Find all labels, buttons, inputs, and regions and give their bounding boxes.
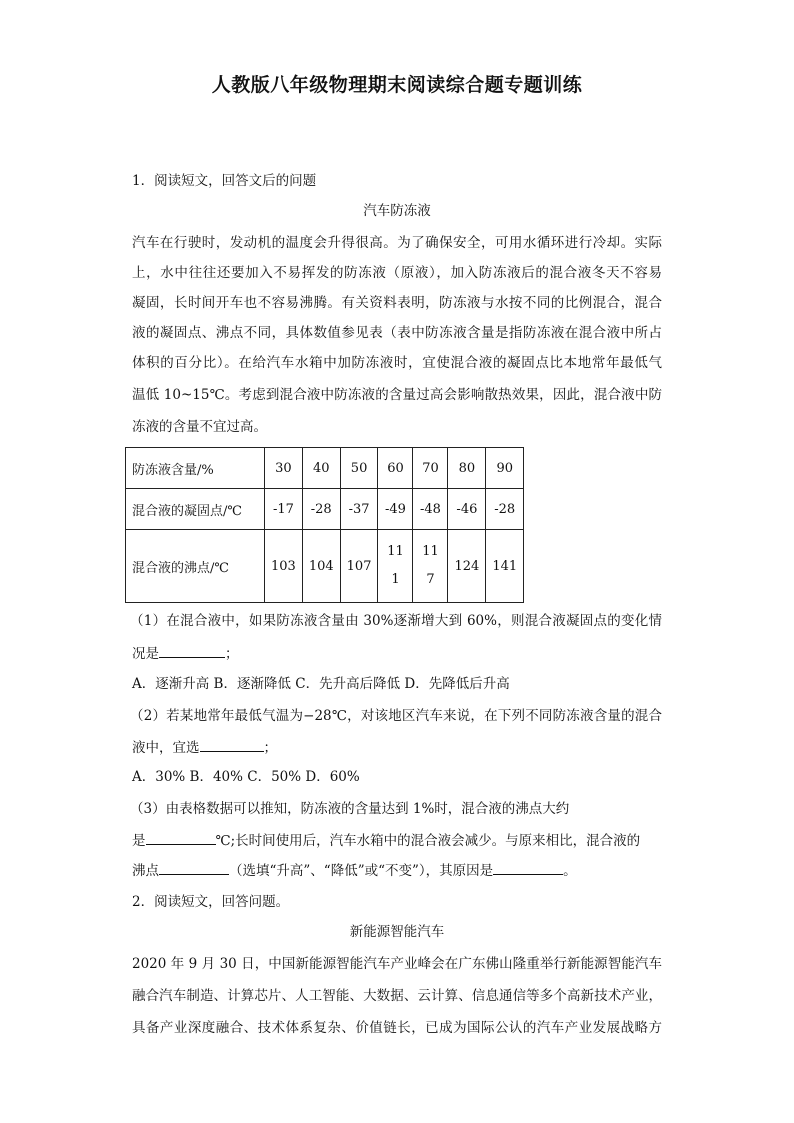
antifreeze-table [125,447,524,603]
q1-header: 1．阅读短文，回答文后的问题 [132,173,317,189]
q1-sub1-prefix: 况是 [132,646,159,662]
q2-para-line: 具备产业深度融合、技术体系复杂、价值链长，已成为国际公认的汽车产业发展战略方 [132,1020,662,1036]
answer-blank[interactable] [200,737,264,752]
q1-sub3-end: 。 [563,863,577,879]
table-cell: -46 [448,489,486,530]
q1-para-line: 温低 10~15℃。考虑到混合液中防冻液的含量过高会影响散热效果，因此，混合液中防 [132,387,662,403]
table-cell [378,530,413,603]
q1-sub2-prefix: 液中，宜选 [132,740,200,756]
table-cell: 103 [265,530,303,603]
q1-sub3-line2 [132,830,662,851]
q1-sub3-line3 [132,860,662,881]
q1-sub1-line2 [132,643,662,664]
q1-sub1-line1: （1）在混合液中，如果防冻液含量由 30%逐渐增大到 60%，则混合液凝固点的变化情 [130,613,662,629]
table-cell: -28 [486,489,524,530]
table-row-label: 混合液的沸点/℃ [126,530,265,603]
table-cell: -28 [302,489,340,530]
q1-sub2-suffix: ； [263,740,277,756]
table-cell: -48 [413,489,448,530]
table-cell: 80 [448,448,486,489]
answer-blank[interactable] [146,830,216,845]
q2-para-line: 2020 年 9 月 30 日，中国新能源智能汽车产业峰会在广东佛山隆重举行新能源智能汽车 [132,956,662,972]
q1-para-line: 冻液的含量不宜过高。 [132,419,267,435]
table-row-label: 混合液的凝固点/℃ [126,489,265,530]
answer-blank[interactable] [159,860,229,875]
q1-sub3-prefix2: 沸点 [132,863,159,879]
q1-sub3-line1: （3）由表格数据可以推知，防冻液的含量达到 1%时，混合液的沸点大约 [130,801,570,817]
q1-sub3-mid2: （选填“升高”、“降低”或“不变”），其原因是 [229,863,494,879]
table-cell: 50 [340,448,378,489]
table-cell: 40 [302,448,340,489]
table-cell: 70 [413,448,448,489]
table-cell: -17 [265,489,303,530]
cell-line: 7 [426,572,435,587]
q1-para-line: 体积的百分比）。在给汽车水箱中加防冻液时，宜使混合液的凝固点比本地常年最低气 [132,355,662,371]
cell-line: 11 [387,544,404,559]
table-cell: 90 [486,448,524,489]
table-cell [413,530,448,603]
answer-blank[interactable] [159,643,225,658]
table-cell: 107 [340,530,378,603]
table-cell: 104 [302,530,340,603]
answer-blank[interactable] [493,860,563,875]
q1-subtitle: 汽车防冻液 [363,203,431,219]
document-title: 人教版八年级物理期末阅读综合题专题训练 [211,74,583,96]
cell-line: 11 [422,544,439,559]
q1-sub1-options: A．逐渐升高 B．逐渐降低 C．先升高后降低 D．先降低后升高 [132,676,510,692]
table-cell: 124 [448,530,486,603]
q1-para-line: 液的凝固点、沸点不同，具体数值参见表（表中防冻液含量是指防冻液在混合液中所占 [132,325,662,341]
q1-sub1-suffix: ； [225,646,239,662]
table-row [126,530,524,603]
table-row [126,489,524,530]
q1-para-line: 凝固，长时间开车也不容易沸腾。有关资料表明，防冻液与水按不同的比例混合，混合 [132,295,662,311]
q2-para-line: 融合汽车制造、计算芯片、人工智能、大数据、云计算、信息通信等多个高新技术产业， [132,988,662,1004]
table-cell: -37 [340,489,378,530]
cell-line: 1 [391,572,400,587]
table-cell: 141 [486,530,524,603]
table-cell: -49 [378,489,413,530]
table-cell: 60 [378,448,413,489]
table-row-label: 防冻液含量/% [126,448,265,489]
q1-sub2-options: A．30% B．40% C．50% D．60% [132,769,360,785]
q2-header: 2．阅读短文，回答问题。 [132,894,290,910]
q1-sub3-prefix: 是 [132,833,146,849]
q1-para-line: 汽车在行驶时，发动机的温度会升得很高。为了确保安全，可用水循环进行冷却。实际 [132,235,662,251]
table-cell: 30 [265,448,303,489]
q1-sub2-line2 [132,737,662,758]
q1-sub2-line1: （2）若某地常年最低气温为−28℃，对该地区汽车来说，在下列不同防冻液含量的混合 [130,708,662,724]
q2-subtitle: 新能源智能汽车 [349,924,445,940]
table-row [126,448,524,489]
q1-sub3-mid: ℃;长时间使用后，汽车水箱中的混合液会减少。与原来相比，混合液的 [215,833,641,849]
q1-para-line: 上，水中往往还要加入不易挥发的防冻液（原液），加入防冻液后的混合液冬天不容易 [132,265,662,281]
